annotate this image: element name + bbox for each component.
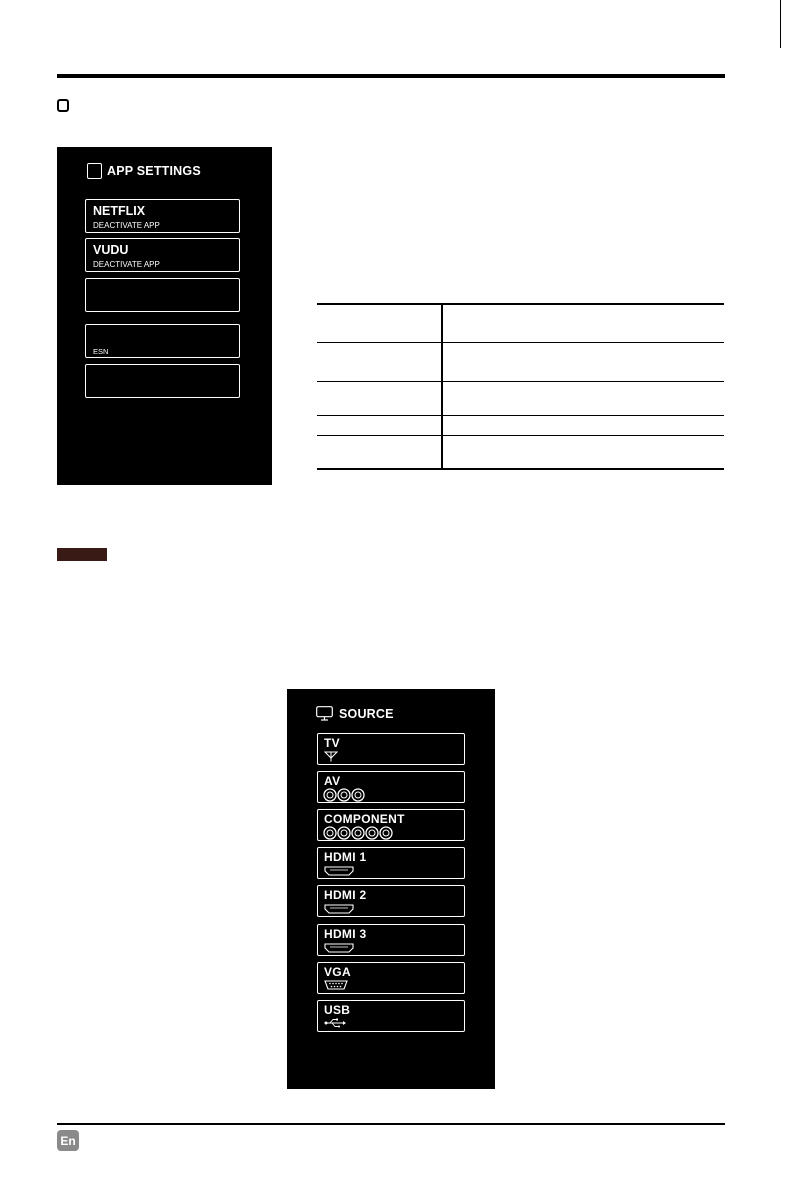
section-checkbox-icon	[57, 99, 69, 112]
source-item-label: HDMI 3	[324, 927, 367, 941]
source-item-label: AV	[324, 774, 341, 788]
source-item-hdmi-2[interactable]	[317, 885, 465, 917]
app-item-netflix[interactable]	[85, 199, 240, 233]
source-item-label: HDMI 2	[324, 888, 367, 902]
source-screen	[287, 689, 495, 1089]
language-badge: En	[57, 1130, 79, 1151]
source-item-vga[interactable]	[317, 962, 465, 994]
app-item-title: VUDU	[93, 243, 129, 257]
app-settings-title: APP SETTINGS	[107, 164, 201, 178]
table-column-divider	[441, 303, 443, 470]
source-title: SOURCE	[339, 706, 394, 721]
source-item-av[interactable]	[317, 771, 465, 803]
app-item-blank-2[interactable]	[85, 364, 240, 398]
monitor-icon	[316, 706, 333, 721]
note-badge	[57, 548, 107, 561]
app-settings-header	[87, 163, 201, 179]
source-item-hdmi-3[interactable]	[317, 924, 465, 956]
source-item-tv[interactable]	[317, 733, 465, 765]
app-settings-screen	[57, 147, 272, 485]
source-item-label: HDMI 1	[324, 850, 367, 864]
app-item-title: NETFLIX	[93, 204, 146, 218]
app-settings-icon	[87, 163, 102, 179]
table-row-rule	[317, 415, 724, 416]
source-item-hdmi-1[interactable]	[317, 847, 465, 879]
table-row-rule	[317, 381, 724, 382]
source-header	[316, 706, 394, 721]
esn-label: ESN	[93, 347, 109, 356]
component-jacks-icon	[323, 826, 395, 840]
rca-jacks-icon	[323, 788, 367, 802]
app-item-esn[interactable]	[85, 324, 240, 358]
hdmi-port-icon	[324, 866, 354, 876]
source-item-label: USB	[324, 1003, 351, 1017]
usb-icon	[324, 1018, 346, 1028]
source-item-label: VGA	[324, 965, 351, 979]
app-item-subtitle: DEACTIVATE APP	[93, 221, 160, 230]
table-bottom-rule	[317, 468, 724, 470]
crop-mark	[780, 0, 781, 48]
hdmi-port-icon	[324, 904, 354, 914]
source-item-label: COMPONENT	[324, 812, 405, 826]
app-item-blank-1[interactable]	[85, 278, 240, 312]
antenna-icon	[324, 751, 338, 762]
header-rule	[57, 74, 725, 78]
hdmi-port-icon	[324, 943, 354, 953]
table-row-rule	[317, 342, 724, 343]
source-item-usb[interactable]	[317, 1000, 465, 1032]
table-row-rule	[317, 435, 724, 436]
source-item-label: TV	[324, 736, 340, 750]
source-item-component[interactable]	[317, 809, 465, 841]
app-item-vudu[interactable]	[85, 238, 240, 272]
table-top-rule	[317, 303, 724, 305]
vga-port-icon	[324, 980, 348, 990]
footer-rule	[57, 1123, 725, 1125]
app-item-subtitle: DEACTIVATE APP	[93, 260, 160, 269]
